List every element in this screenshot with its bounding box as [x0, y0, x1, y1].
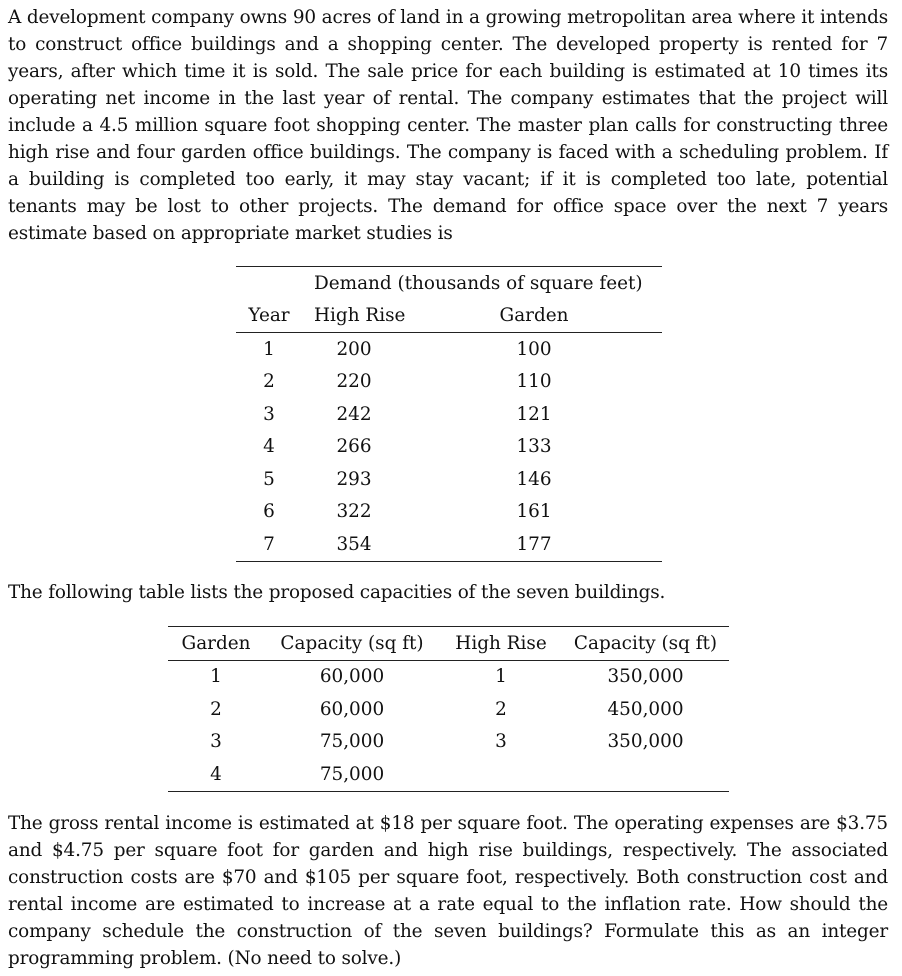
- table-row: [168, 693, 729, 726]
- year-cell: 3: [263, 403, 275, 425]
- high-rise-demand-cell: 200: [336, 338, 372, 360]
- demand-column-header-row: [236, 300, 662, 333]
- high-rise-id-cell: 3: [495, 731, 507, 753]
- high-rise-demand-cell: 293: [336, 468, 372, 490]
- capacity-intro-paragraph: The following table lists the proposed capacities of the seven buildings.: [8, 582, 666, 603]
- capacity-col-garden-capacity: Capacity (sq ft): [264, 627, 440, 661]
- high-rise-demand-cell: 242: [336, 403, 372, 425]
- closing-paragraph: The gross rental income is estimated at $18 per square foot. The operating expenses are $3.75 and $4.75 per square foot for garden and high rise buildings, respectively. The associated construction costs are $70 and $105 per square foot, respectively. Both construction cost and rental income are estimated to increase at a rate equal to the inflation rate. How should the company schedule the construction of the seven buildings? Formulate this as an integer programming problem. (No need to solve.): [8, 813, 888, 969]
- high-rise-id-cell: 1: [495, 666, 507, 688]
- capacity-col-high-rise-capacity: Capacity (sq ft): [562, 627, 729, 661]
- garden-demand-cell: 177: [516, 533, 552, 555]
- garden-demand-cell: 146: [516, 468, 552, 490]
- high-rise-demand-cell: 354: [336, 533, 372, 555]
- capacity-column-header-row: [168, 627, 729, 661]
- garden-id-cell: 2: [210, 698, 222, 720]
- high-rise-id-cell: [440, 758, 562, 791]
- garden-demand-cell: 133: [516, 436, 552, 458]
- capacity-col-high-rise: High Rise: [440, 627, 562, 661]
- capacity-table: [168, 626, 729, 792]
- intro-paragraph: A development company owns 90 acres of land in a growing metropolitan area where it intends to construct office buildings and a shopping center. The developed property is rented for 7 years, after which time it is sold. The sale price for each building is estimated at 10 times its operating net income in the last year of rental. The company estimates that the project will include a 4.5 million square foot shopping center. The master plan calls for constructing three high rise and four garden office buildings. The company is faced with a scheduling problem. If a building is completed too early, it may stay vacant; if it is completed too late, potential tenants may be lost to other projects. The demand for office space over the next 7 years estimate based on appropriate market studies is: [8, 7, 888, 244]
- high-rise-demand-cell: 220: [336, 371, 372, 393]
- garden-demand-cell: 100: [516, 338, 552, 360]
- table-row: [168, 726, 729, 759]
- demand-group-header-row: [236, 267, 662, 300]
- year-cell: 7: [263, 533, 275, 555]
- year-cell: 5: [263, 468, 275, 490]
- garden-demand-cell: 121: [516, 403, 552, 425]
- high-rise-demand-cell: 266: [336, 436, 372, 458]
- garden-id-cell: 3: [210, 731, 222, 753]
- table-row: [236, 366, 662, 399]
- high-rise-capacity-cell: 450,000: [607, 698, 684, 720]
- demand-table: [236, 266, 662, 562]
- high-rise-capacity-cell: [562, 758, 729, 791]
- year-cell: 1: [263, 338, 275, 360]
- table-row: [236, 333, 662, 366]
- garden-capacity-cell: 75,000: [319, 763, 385, 785]
- demand-col-garden: Garden: [406, 300, 662, 333]
- garden-capacity-cell: 60,000: [319, 698, 385, 720]
- table-row: [236, 496, 662, 529]
- garden-id-cell: 4: [210, 763, 222, 785]
- table-row: [236, 463, 662, 496]
- garden-id-cell: 1: [210, 666, 222, 688]
- high-rise-demand-cell: 322: [336, 501, 372, 523]
- garden-capacity-cell: 75,000: [319, 731, 385, 753]
- table-row: [168, 660, 729, 693]
- demand-col-high-rise: High Rise: [302, 300, 406, 333]
- year-cell: 2: [263, 371, 275, 393]
- high-rise-id-cell: 2: [495, 698, 507, 720]
- high-rise-capacity-cell: 350,000: [607, 731, 684, 753]
- year-cell: 4: [263, 436, 275, 458]
- garden-demand-cell: 110: [516, 371, 552, 393]
- demand-col-year: Year: [236, 300, 302, 333]
- table-row: [236, 398, 662, 431]
- table-row: [236, 431, 662, 464]
- capacity-col-garden: Garden: [168, 627, 264, 661]
- table-row: [236, 528, 662, 561]
- table-row: [168, 758, 729, 791]
- demand-group-header: Demand (thousands of square feet): [314, 272, 643, 294]
- year-cell: 6: [263, 501, 275, 523]
- high-rise-capacity-cell: 350,000: [607, 666, 684, 688]
- garden-capacity-cell: 60,000: [319, 666, 385, 688]
- garden-demand-cell: 161: [516, 501, 552, 523]
